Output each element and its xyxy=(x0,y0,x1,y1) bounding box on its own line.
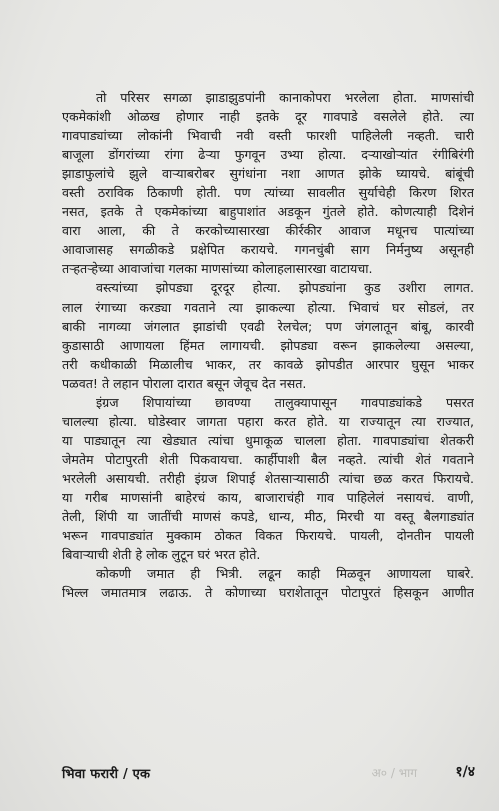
text-line: भिल्ल जमातमात्र लढाऊ. ते कोणाच्या घराशेतातून पोटापुरतं हिसकून आणीत xyxy=(62,585,474,601)
paragraph-3 xyxy=(62,393,474,564)
paragraph-1 xyxy=(62,88,474,278)
text-line: या पाड्यातून त्या खेड्यात त्यांचा धुमाकूळ चालला होता. गावपाड्यांचा शेतकरी xyxy=(62,432,474,448)
text-line: आवाजासह सगळीकडे प्रक्षेपित करायचे. गगनचुंबी साग निर्मनुष्य असूनही xyxy=(62,242,474,258)
text-line: बाकी नागव्या जंगलात झाडांची एवढी रेलचेल; पण जंगलातून बांबू, कारवी xyxy=(62,318,474,334)
text-line: लाल रंगाच्या करड्या गवताने त्या झाकल्या होत्या. भिवाचं घर सोडलं, तर xyxy=(62,299,474,315)
text-line: वारा आला, की ते करकोच्यासारखा कीर्रकीर आवाज मधूनच पात्यांच्या xyxy=(62,223,474,239)
text-line: कुडासाठी आणायला हिंमत लागायची. झोपड्या वरून झाकलेल्या असल्या, xyxy=(62,337,474,353)
paragraph-2 xyxy=(62,278,474,392)
body-text xyxy=(62,88,474,602)
page-number: १/४ xyxy=(455,764,475,780)
text-line: एकमेकांशी ओळख होणार नाही इतके दूर गावपाडे वसलेले होते. त्या xyxy=(62,109,474,125)
text-line: तऱ्हतऱ्हेच्या आवाजांचा गलका माणसांच्या कोलाहलासारखा वाटायचा. xyxy=(62,261,373,277)
text-line: भरलेली असायची. तरीही इंग्रज शिपाई शेतसाऱ्यासाठी त्यांचा छळ करत फिरायचे. xyxy=(62,470,474,486)
text-line: बिवाऱ्याची शेती हे लोक लुटून घरं भरत होते. xyxy=(62,547,261,563)
text-line: गावपाड्यांच्या लोकांनी भिवाची नवी वस्ती फारशी पाहिलेली नव्हती. चारी xyxy=(62,128,474,144)
text-line: कोकणी जमात ही भित्री. लढून काही मिळवून आणायला घाबरे. xyxy=(96,566,474,582)
text-line: जेमतेम पोटापुरती शेती पिकवायचा. कार्हीपाशी बैल नव्हते. त्यांची शेतं गवताने xyxy=(62,451,474,467)
show-through-text: अ० / भाग xyxy=(371,766,417,780)
text-line: नसत, इतके ते एकमेकांच्या बाहुपाशांत अडकून गुंतले होते. कोणत्याही दिशेनं xyxy=(62,204,474,220)
text-line: भरून गावपाड्यांत मुक्काम ठोकत विकत फिरायचे. पायली, दोनतीन पायली xyxy=(62,528,474,544)
text-line: चालल्या होत्या. घोडेस्वार जागता पहारा करत होते. या राज्यातून त्या राज्यात, xyxy=(62,413,474,429)
paragraph-4 xyxy=(62,564,474,602)
text-line: वस्त्यांच्या झोपड्या दूरदूर होत्या. झोपड्यांना कुड उशीरा लागत. xyxy=(96,280,474,296)
text-line: पळवत! ते लहान पोराला दारात बसून जेवूच देत नसत. xyxy=(62,375,307,391)
text-line: तरी कधीकाळी मिळालीच भाकर, तर कावळे झोपडीत आरपार घुसून भाकर xyxy=(62,356,474,372)
text-line: तो परिसर सगळा झाडाझुडपांनी कानाकोपरा भरलेला होता. माणसांची xyxy=(96,90,474,105)
text-line: या गरीब माणसांनी बाहेरचं काय, बाजाराचंही गाव पाहिलेलं नसायचं. वाणी, xyxy=(62,489,474,505)
text-line: तेली, शिंपी या जातींची माणसं कपडे, धान्य, मीठ, मिरची या वस्तू बैलगाड्यांत xyxy=(62,509,474,525)
running-title: भिवा फरारी / एक xyxy=(62,767,151,782)
text-line: बाजूला डोंगरांच्या रांगा ढेऱ्या फुगवून उभ्या होत्या. दऱ्याखोऱ्यांत रंगीबिरंगी xyxy=(62,147,474,163)
page-footer xyxy=(62,762,475,784)
text-line: झाडाफुलांचे झुले वाऱ्याबरोबर सुगंधांना नशा आणत झोके घ्यायचे. बांबूंची xyxy=(62,166,474,182)
text-line: इंग्रज शिपायांच्या छावण्या तालुक्यापासून गावपाड्यांकडे पसरत xyxy=(96,394,474,410)
text-line: वस्ती ठराविक ठिकाणी होती. पण त्यांच्या सावलीत सुर्याचेही किरण शिरत xyxy=(62,185,474,201)
